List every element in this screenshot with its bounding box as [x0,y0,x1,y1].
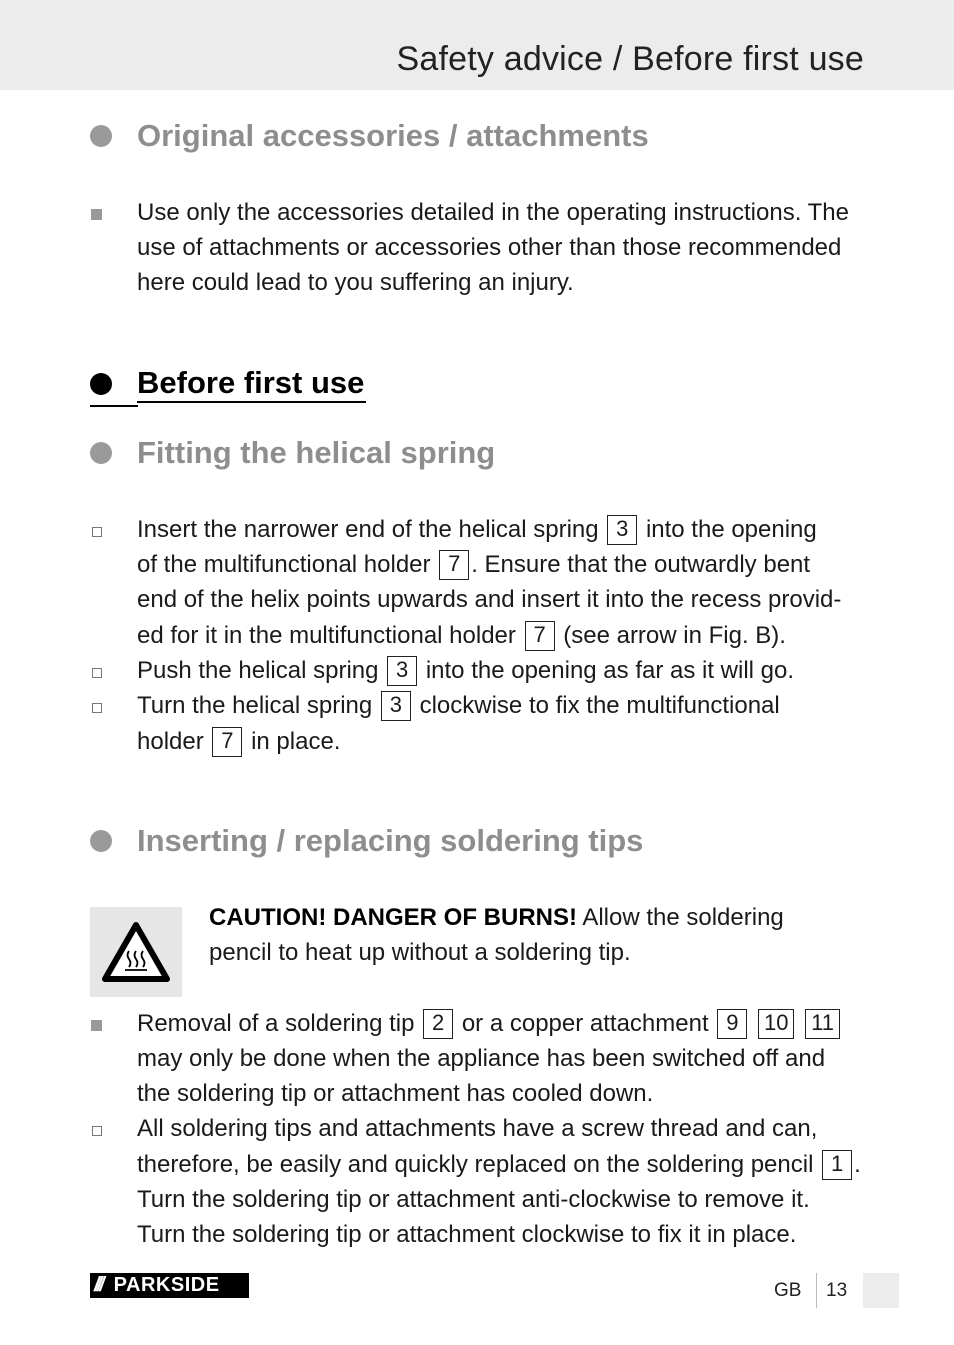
text: ed for it in the multifunctional holder [137,622,516,649]
ref-tip: 2 [423,1009,453,1039]
heading-underline [90,405,138,407]
warning-box [90,907,182,997]
removal-line-1 [137,1006,842,1041]
text: in place. [251,728,341,755]
text: therefore, be easily and quickly replaced on the soldering pencil [137,1151,814,1178]
footer-language: GB [774,1280,802,1301]
square-bullet-icon [91,209,102,220]
page-number: 13 [826,1280,848,1301]
text: . Ensure that the outwardly bent [471,551,811,578]
text: Turn the helical spring [137,692,373,719]
hollow-bullet-icon [92,668,102,678]
text: holder [137,728,204,755]
caution-line-1 [209,900,784,935]
section-accessories-heading [90,118,649,154]
caution-line-2: pencil to heat up without a soldering tip. [209,939,631,966]
spring-step-1-line-3: end of the helix points upwards and insert it into the recess provid- [137,586,842,613]
spring-step-3-line-1 [137,688,780,723]
section-soldering-tips-title: Inserting / replacing soldering tips [137,823,644,858]
section-before-first-use-heading [90,365,366,403]
ref-spring: 3 [607,515,637,545]
page-header-title: Safety advice / Before first use [396,40,864,78]
ref-copper-11: 11 [805,1009,840,1039]
logo-brand: PARKSIDE [113,1274,220,1296]
ref-copper-9: 9 [717,1009,747,1039]
section-before-first-use-title: Before first use [137,365,366,403]
text: Allow the soldering [582,904,784,931]
text: into the opening [645,516,817,543]
text: or a copper attachment [461,1010,709,1037]
text: Insert the narrower end of the helical spring [137,516,599,543]
square-bullet-icon [91,1020,102,1031]
spring-step-1-line-4 [137,618,786,653]
footer-divider [816,1273,817,1308]
ref-copper-10: 10 [758,1009,794,1039]
accessories-line-1: Use only the accessories detailed in the operating instructions. The [137,199,849,226]
accessories-line-3: here could lead to you suffering an injury. [137,269,574,296]
accessories-line-2: use of attachments or accessories other than those recommended [137,234,842,261]
spring-step-1-line-1 [137,512,817,547]
removal-line-2: may only be done when the appliance has been switched off and [137,1045,826,1072]
ref-holder: 7 [439,550,469,580]
text: Push the helical spring [137,657,379,684]
ref-spring: 3 [381,691,411,721]
attachments-line-1: All soldering tips and attachments have a screw thread and can, [137,1115,818,1142]
attachments-line-4: Turn the soldering tip or attachment clockwise to fix it in place. [137,1221,797,1248]
text: . [854,1151,861,1178]
footer-tab [863,1273,899,1308]
heading-dot-icon [90,442,112,464]
hollow-bullet-icon [92,703,102,713]
text: Removal of a soldering tip [137,1010,415,1037]
section-accessories-title: Original accessories / attachments [137,118,649,153]
logo-stripes: /// [94,1274,102,1296]
ref-pencil: 1 [822,1150,852,1180]
section-soldering-tips-heading [90,823,643,859]
text: of the multifunctional holder [137,551,431,578]
spring-step-3-line-2 [137,724,340,759]
heading-dot-icon [90,830,112,852]
section-helical-spring-heading [90,435,495,471]
text: (see arrow in Fig. B). [563,622,786,649]
hot-surface-warning-icon [90,907,182,997]
ref-holder: 7 [212,727,242,757]
parkside-logo [90,1273,249,1298]
ref-spring: 3 [387,656,417,686]
hollow-bullet-icon [92,1126,102,1136]
spring-step-1-line-2 [137,547,810,582]
ref-holder: 7 [525,621,555,651]
text: clockwise to fix the multifunctional [419,692,780,719]
hollow-bullet-icon [92,527,102,537]
caution-label: CAUTION! DANGER OF BURNS! [209,904,577,931]
text: into the opening as far as it will go. [425,657,795,684]
heading-dot-icon [90,125,112,147]
attachments-line-2 [137,1147,861,1182]
removal-line-3: the soldering tip or attachment has cooled down. [137,1080,654,1107]
heading-dot-icon [90,373,112,395]
section-helical-spring-title: Fitting the helical spring [137,435,496,470]
attachments-line-3: Turn the soldering tip or attachment anti-clockwise to remove it. [137,1186,810,1213]
spring-step-2 [137,653,794,688]
